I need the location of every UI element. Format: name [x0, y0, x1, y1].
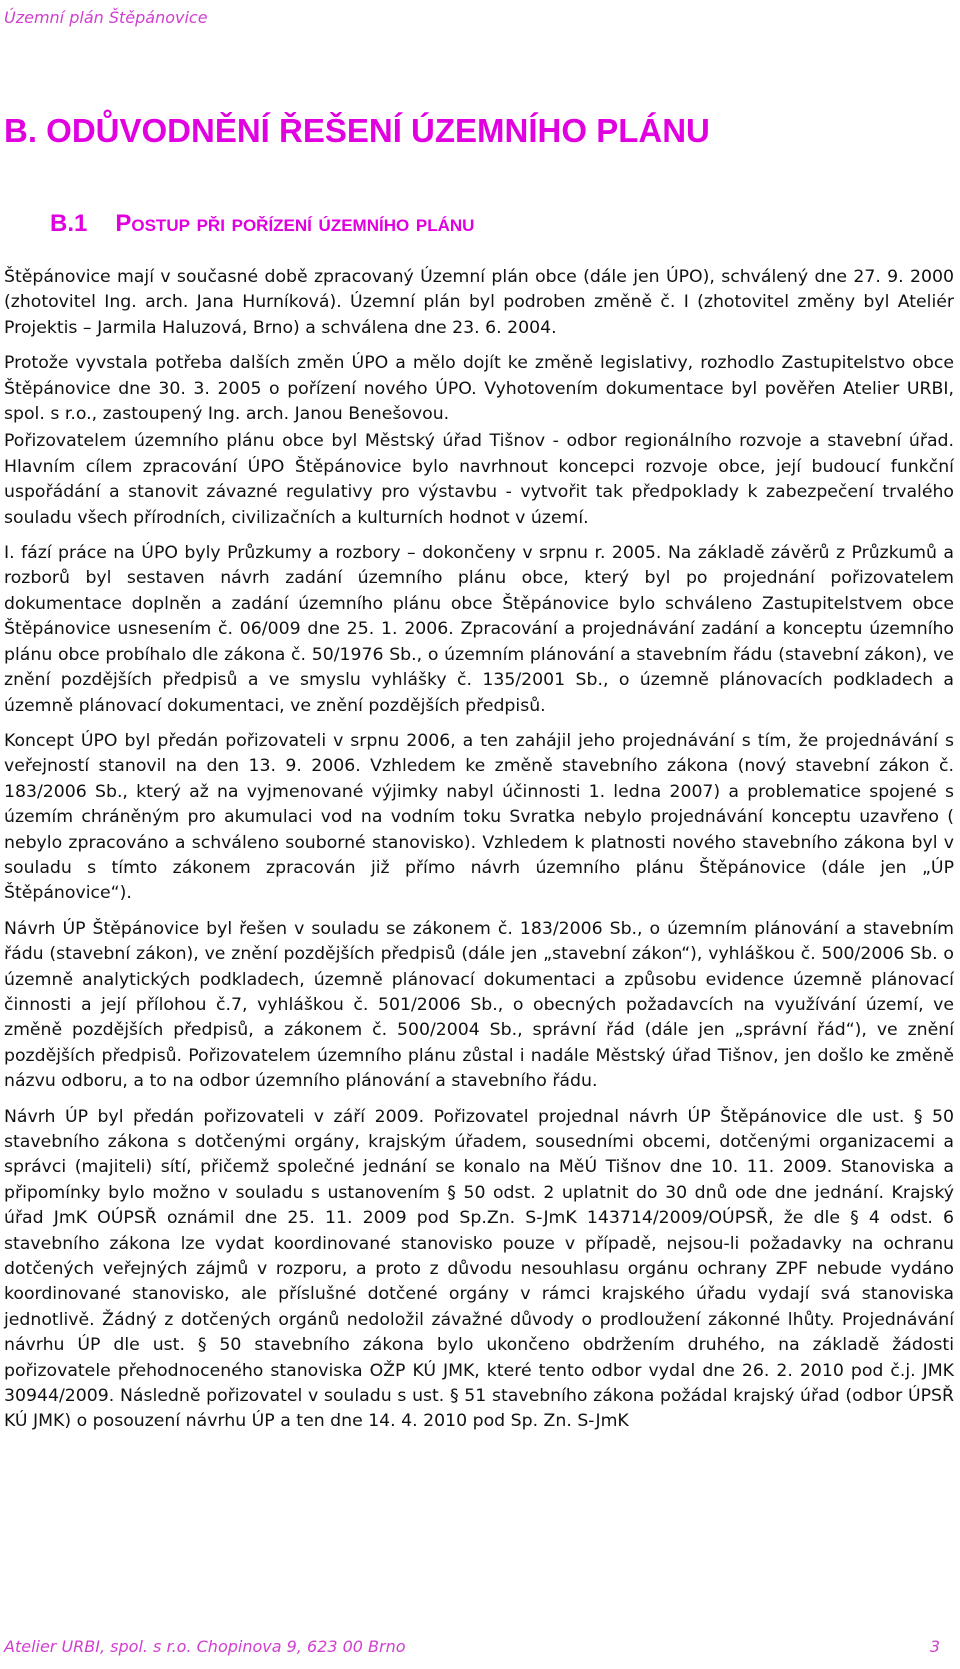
paragraph: Štěpánovice mají v současné době zpracovaný Územní plán obce (dále jen ÚPO), schválený dne 27. 9. 2000 (zhotovitel Ing. arch. Jana Hurníková). Územní plán byl podroben změně č. I (zhotovitel změny byl Ateliér Projektis – Jarmila Haluzová, Brno) a schválena dne 23. 6. 2004.	[4, 267, 954, 338]
chapter-heading: B. ODŮVODNĚNÍ ŘEŠENÍ ÚZEMNÍHO PLÁNU	[4, 112, 710, 149]
section-number: B.1	[50, 210, 88, 237]
paragraph: Protože vyvstala potřeba dalších změn ÚPO a mělo dojít ke změně legislativy, rozhodlo Zastupitelstvo obce Štěpánovice dne 30. 3. 2005 o pořízení nového ÚPO. Vyhotovením dokumentace byl pověřen Atelier URBI, spol. s r.o., zastoupený Ing. arch. Janou Benešovou.	[4, 353, 954, 425]
running-footer	[4, 1637, 940, 1656]
paragraph: Pořizovatelem územního plánu obce byl Městský úřad Tišnov - odbor regionálního rozvoje a stavební úřad. Hlavním cílem zpracování ÚPO Štěpánovice bylo navrhnout koncepci rozvoje obce, její budoucí funkční uspořádání a stanovit závazné regulativy pro výstavbu - vytvořit tak předpoklady k zabezpečení trvalého souladu všech přírodních, civilizačních a kulturních hodnot v území.	[4, 431, 954, 528]
document-title: Územní plán Štěpánovice	[4, 8, 208, 27]
paragraph: Návrh ÚP byl předán pořizovateli v září 2009. Pořizovatel projednal návrh ÚP Štěpánovice dle ust. § 50 stavebního zákona s dotčenými orgány, krajským úřadem, sousedními obcemi, dotčenými organizacemi a správci (majiteli) sítí, přičemž společné jednání se konalo na MěÚ Tišnov dne 10. 11. 2009. Stanoviska a připomínky bylo možno v souladu s ustanovením § 50 odst. 2 uplatnit do 30 dnů ode dne jednání. Krajský úřad JmK OÚPSŘ oznámil dne 25. 11. 2009 pod Sp.Zn. S-JmK 143714/2009/OÚPSŘ, že dle § 4 odst. 6 stavebního zákona lze vydat koordinované stanovisko pouze v případě, nejsou-li požadavky na ochranu dotčených veřejných zájmů v rozporu, a proto z důvodu nesouhlasu orgánu ochrany ZPF nebude vydáno koordinované stanovisko, ale příslušné dotčené orgány v rámci krajského úřadu vydají svá stanoviska jednotlivě. Žádný z dotčených orgánů nedoložil závažné důvody o prodloužení zákonné lhůty. Projednávání návrhu ÚP dle ust. § 50 stavebního zákona bylo ukončeno obdržením druhého, na základě žádosti pořizovatele přehodnoceného stanoviska OŽP KÚ JMK, které tento odbor vydal dne 26. 2. 2010 pod č.j. JMK 30944/2009. Následně pořizovatel v souladu s ust. § 51 stavebního zákona požádal krajský úřad (odbor ÚPSŘ KÚ JMK) o posouzení návrhu ÚP a ten dne 14. 4. 2010 pod Sp. Zn. S-JmK	[4, 1106, 954, 1432]
footer-publisher: Atelier URBI, spol. s r.o. Chopinova 9, 623 00 Brno	[4, 1637, 406, 1656]
paragraph: Návrh ÚP Štěpánovice byl řešen v souladu se zákonem č. 183/2006 Sb., o územním plánování a stavebním řádu (stavební zákon), ve znění pozdějších předpisů (dále jen „stavební zákon“), vyhláškou č. 500/2006 Sb. o územně analytických podkladech, územně plánovací dokumentaci a způsobu evidence územně plánovací činnosti a její přílohou č.7, vyhláškou č. 501/2006 Sb., o obecných požadavcích na využívání území, ve změně pozdějších předpisů, a zákonem č. 500/2004 Sb., správní řád (dále jen „správní řád“), ve znění pozdějších předpisů. Pořizovatelem územního plánu zůstal i nadále Městský úřad Tišnov, jen došlo ke změně názvu odboru, a to na odbor územního plánování a stavebního řádu.	[4, 918, 954, 1092]
paragraph: I. fází práce na ÚPO byly Průzkumy a rozbory – dokončeny v srpnu r. 2005. Na základě závěrů z Průzkumů a rozborů byl sestaven návrh zadání územního plánu obce, který byl po projednání pořizovatelem dokumentace doplněn a zadání územního plánu obce Štěpánovice bylo schváleno Zastupitelstvem obce Štěpánovice usnesením č. 06/009 dne 25. 1. 2006. Zpracování a projednávání zadání a konceptu územního plánu obce probíhalo dle zákona č. 50/1976 Sb., o územním plánování a stavebním řádu (stavební zákon), ve znění pozdějších předpisů a ve smyslu vyhlášky č. 135/2001 Sb., o územně plánovacích podkladech a územně plánovací dokumentaci, ve znění pozdějších předpisů.	[4, 543, 954, 716]
running-header	[4, 8, 208, 27]
section-title: Postup při pořízení územního plánu	[115, 210, 475, 237]
body-text	[4, 265, 954, 1445]
page-number: 3	[929, 1637, 940, 1656]
section-heading	[50, 210, 474, 238]
paragraph: Koncept ÚPO byl předán pořizovateli v srpnu 2006, a ten zahájil jeho projednávání s tím, že projednávání s veřejností stanovil na den 13. 9. 2006. Vzhledem ke změně stavebního zákona (nový stavební zákon č. 183/2006 Sb., který až na vyjmenované výjimky nabyl účinnosti 1. ledna 2007) a problematice spojené s územím chráněným pro akumulaci vod na vodním toku Svratka nebylo projednávání konceptu uzavřeno ( nebylo zpracováno a schváleno souborné stanovisko). Vzhledem k platnosti nového stavebního zákona byl v souladu s tímto zákonem zpracován již přímo návrh územního plánu Štěpánovice (dále jen „ÚP Štěpánovice“).	[4, 730, 954, 904]
